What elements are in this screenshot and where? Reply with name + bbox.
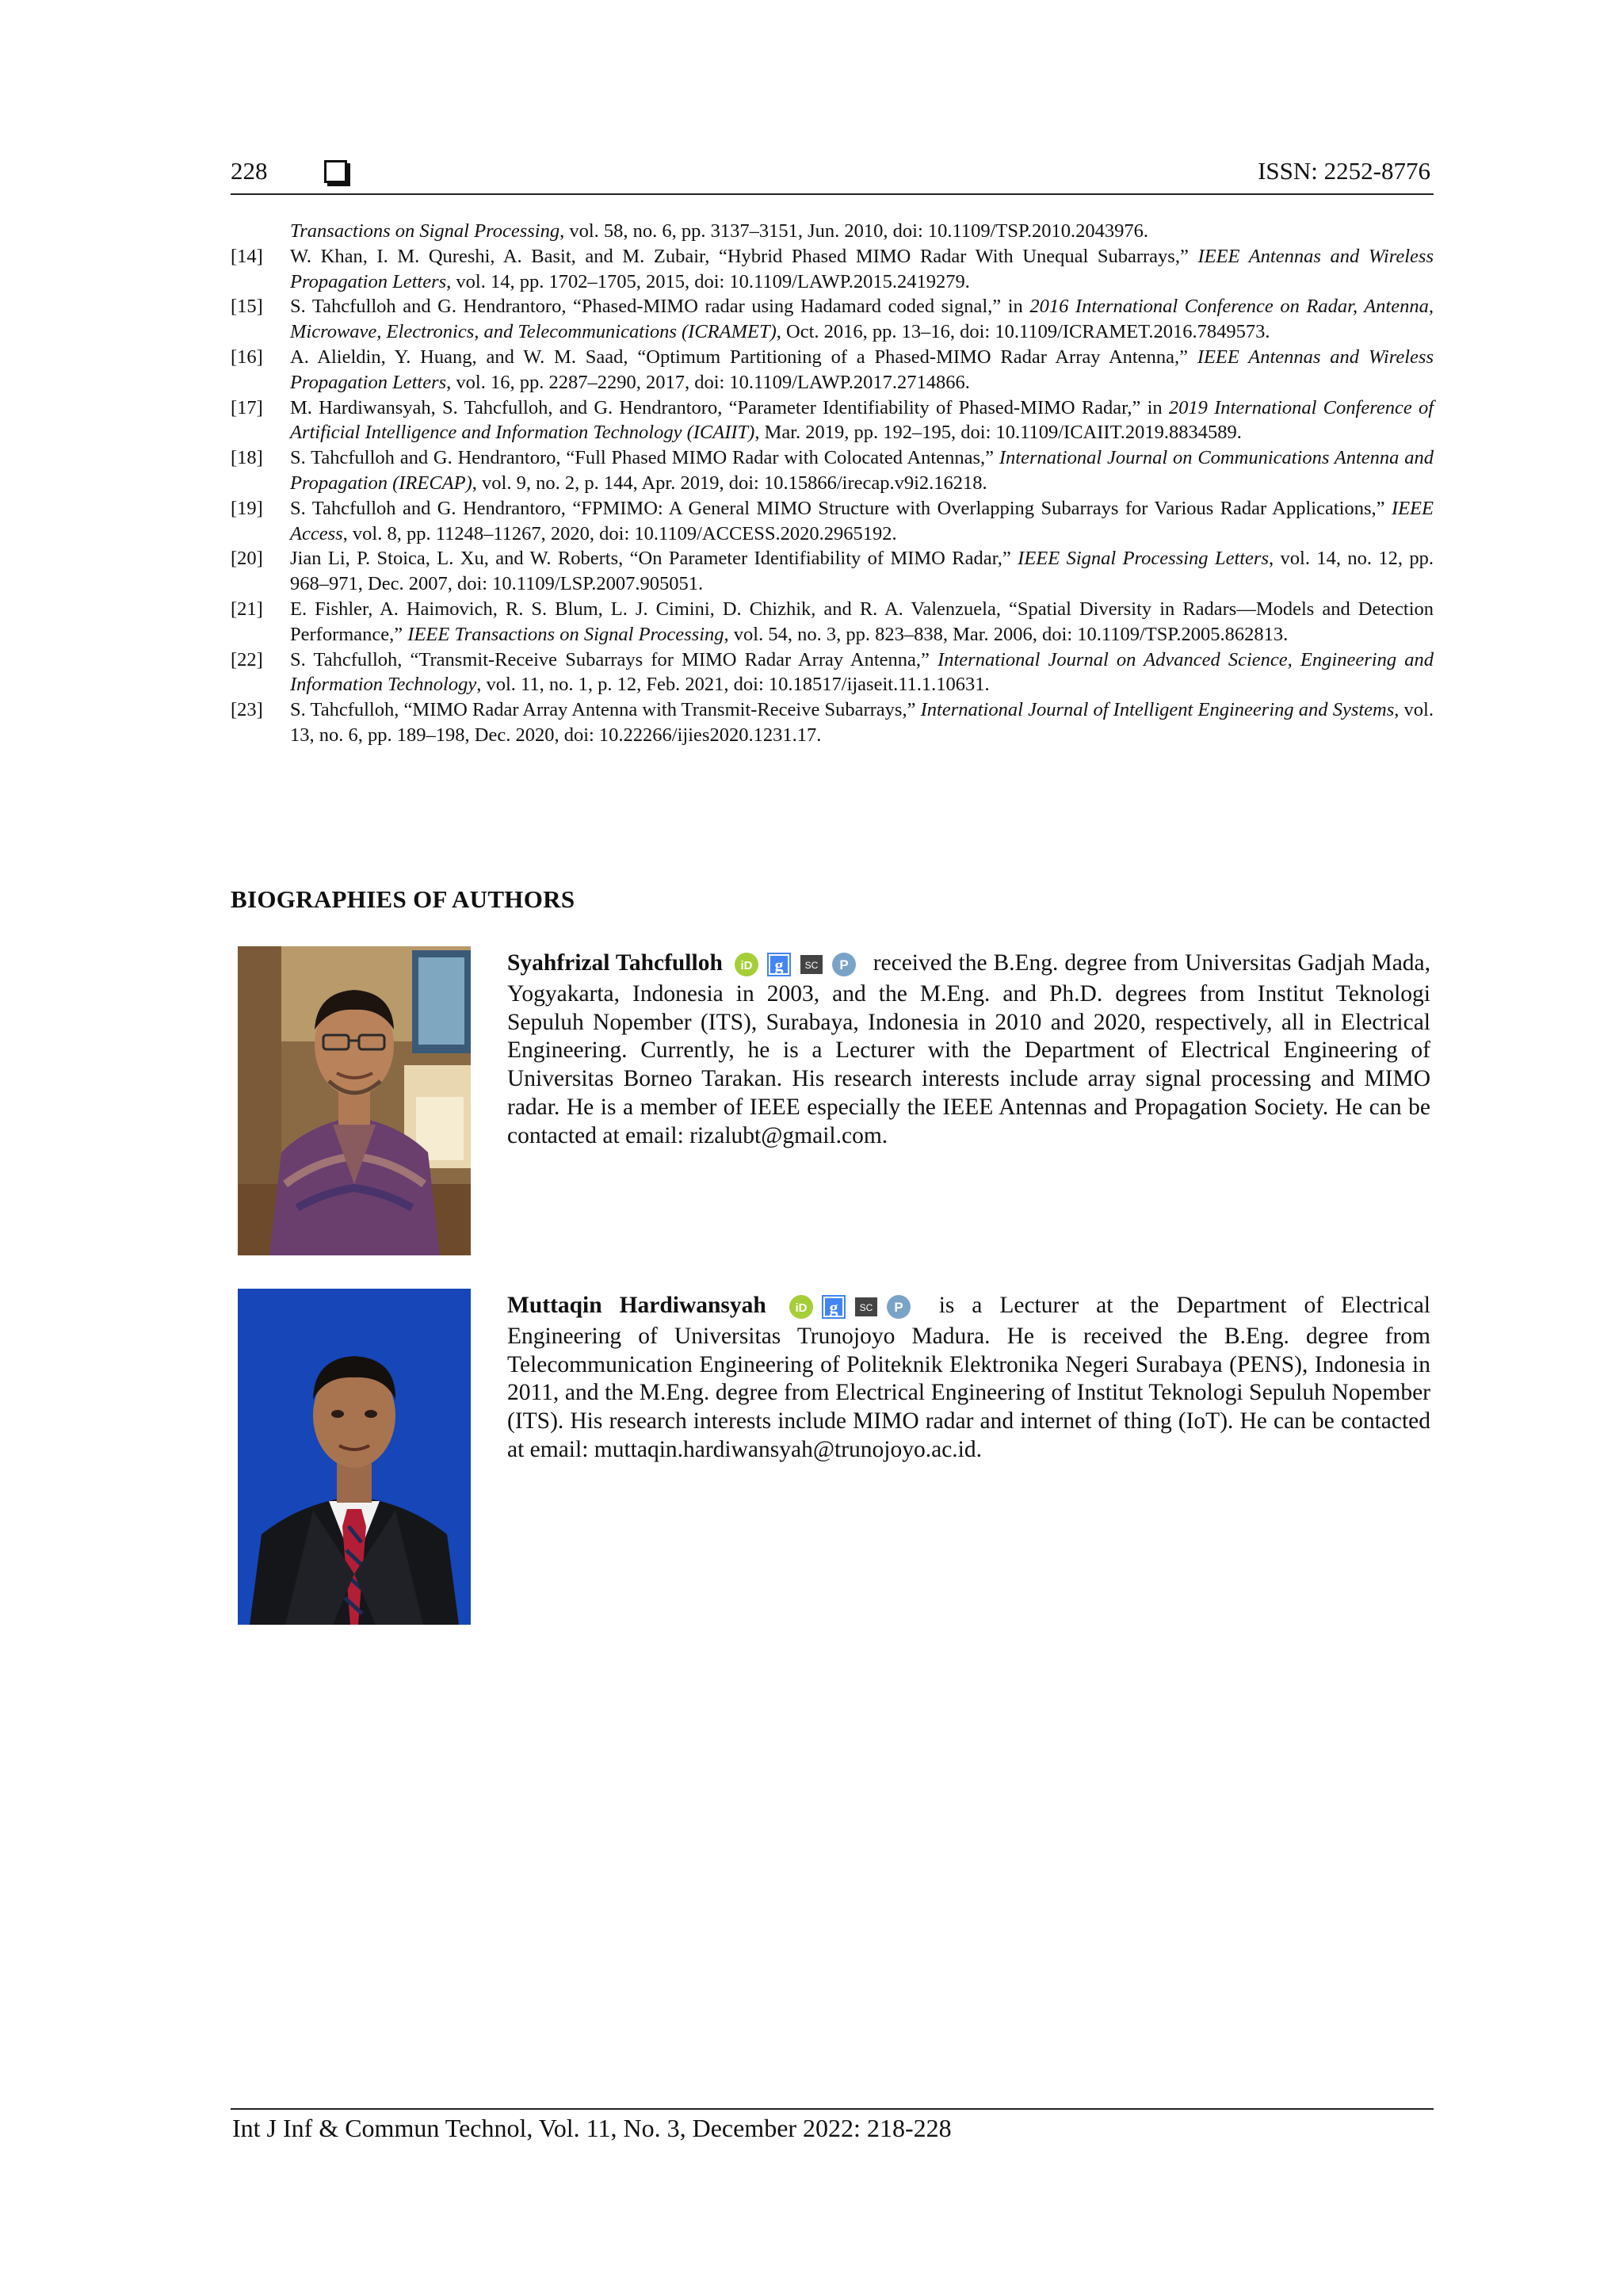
reference-item — [231, 445, 1434, 496]
reference-segment: , Mar. 2019, pp. 192–195, doi: 10.1109/ICAIIT.2019.8834589. — [754, 422, 1242, 444]
reference-venue: International Journal on Advanced Science, Engineering and Information Technology — [290, 648, 1434, 696]
reference-text — [290, 397, 1434, 444]
svg-text:iD: iD — [740, 959, 753, 972]
reference-number: [20] — [231, 548, 263, 570]
reference-venue: International Journal of Intelligent Engineering and Systems — [920, 699, 1395, 721]
reference-segment: , vol. 13, no. 6, pp. 189–198, Dec. 2020, doi: 10.22266/ijies2020.1231.17. — [290, 699, 1434, 746]
reference-venue: 2019 International Conference of Artificial Intelligence and Information Technology (ICAIIT) — [290, 396, 1434, 444]
orcid-icon[interactable] — [789, 1294, 814, 1320]
reference-item — [231, 648, 1434, 698]
reference-item — [231, 395, 1434, 446]
svg-text:SC: SC — [859, 1302, 873, 1313]
author-photo-syahfrizal-tahcfulloh — [238, 946, 471, 1255]
reference-item — [231, 294, 1434, 345]
page-number: 228 — [231, 157, 268, 185]
author-id-icons — [789, 1294, 918, 1323]
reference-number: [15] — [231, 296, 263, 318]
reference-segment: , vol. 14, pp. 1702–1705, 2015, doi: 10.1109/LAWP.2015.2419279. — [446, 270, 970, 292]
reference-text — [290, 598, 1434, 645]
reference-text — [290, 296, 1434, 342]
reference-item — [231, 244, 1434, 295]
author-bio-1 — [507, 949, 1430, 1151]
reference-number: [17] — [231, 396, 263, 418]
reference-segment: S. Tahcfulloh and G. Hendrantoro, “Phased-MIMO radar using Hadamard coded signal,” in — [290, 296, 1030, 318]
reference-venue: IEEE Antennas and Wireless Propagation Letters — [290, 346, 1434, 393]
reference-number: [14] — [231, 245, 263, 267]
reference-list — [231, 219, 1434, 748]
reference-venue: Transactions on Signal Processing — [290, 220, 560, 242]
footer-citation: Int J Inf & Commun Technol, Vol. 11, No. 3, December 2022: 218-228 — [232, 2114, 952, 2142]
google-scholar-icon[interactable] — [821, 1294, 846, 1320]
reference-number: [22] — [231, 648, 263, 670]
reference-text — [290, 699, 1434, 746]
reference-venue: International Journal on Communications Antenna and Propagation (IRECAP) — [290, 447, 1434, 494]
reference-segment: S. Tahcfulloh and G. Hendrantoro, “Full Phased MIMO Radar with Colocated Antennas,” — [290, 447, 999, 469]
footer-rule — [231, 2108, 1434, 2110]
reference-text — [290, 548, 1434, 594]
author-bio-text: is a Lecturer at the Department of Electrical Engineering of Universitas Trunojoyo Madura. He is received the B.Eng. degree from Telecommunication Engineering of Politeknik Elektronika Negeri Surabaya (PENS), Indonesia in 2011, and the M.Eng. degree from Electrical Engineering of Institut Teknologi Sepuluh Nopember (ITS). His research interests include MIMO radar and internet of thing (IoT). He can be contacted at email: muttaqin.hardiwansyah@trunojoyo.ac.id. — [507, 1293, 1431, 1462]
reference-item — [231, 345, 1434, 395]
reference-text — [290, 346, 1434, 393]
reference-segment: Jian Li, P. Stoica, L. Xu, and W. Roberts, “On Parameter Identifiability of MIMO Radar,” — [290, 548, 1018, 570]
reference-segment: , vol. 58, no. 6, pp. 3137–3151, Jun. 2010, doi: 10.1109/TSP.2010.2043976. — [559, 220, 1149, 242]
reference-item — [231, 219, 1434, 244]
scopus-icon[interactable] — [799, 952, 824, 977]
reference-number: [19] — [231, 497, 263, 519]
reference-text — [290, 220, 1148, 242]
reference-segment: S. Tahcfulloh, “MIMO Radar Array Antenna with Transmit-Receive Subarrays,” — [290, 699, 921, 721]
reference-venue: IEEE Transactions on Signal Processing — [407, 623, 724, 645]
publons-icon[interactable] — [886, 1294, 911, 1320]
reference-segment: S. Tahcfulloh and G. Hendrantoro, “FPMIMO: A General MIMO Structure with Overlapping Subarrays for Various Radar Applications,” — [290, 497, 1392, 519]
svg-text:SC: SC — [804, 960, 819, 971]
reference-segment: S. Tahcfulloh, “Transmit-Receive Subarrays for MIMO Radar Array Antenna,” — [290, 648, 938, 670]
reference-segment: A. Alieldin, Y. Huang, and W. M. Saad, “Optimum Partitioning of a Phased-MIMO Radar Array Antenna,” — [290, 346, 1197, 368]
reference-venue: IEEE Access — [290, 497, 1434, 544]
author-name: Syahfrizal Tahcfulloh — [507, 950, 723, 976]
reference-segment: W. Khan, I. M. Qureshi, A. Basit, and M. Zubair, “Hybrid Phased MIMO Radar With Unequal Subarrays,” — [290, 245, 1198, 267]
section-heading-biographies: BIOGRAPHIES OF AUTHORS — [231, 885, 575, 913]
reference-number: [16] — [231, 346, 263, 368]
svg-text:iD: iD — [795, 1301, 808, 1315]
reference-segment: E. Fishler, A. Haimovich, R. S. Blum, L. J. Cimini, D. Chizhik, and R. A. Valenzuela, “Spatial Diversity in Radars—Models and Detection Performance,” — [290, 598, 1434, 645]
author-bio-2 — [507, 1292, 1430, 1465]
author-bio-text: received the B.Eng. degree from Universitas Gadjah Mada, Yogyakarta, Indonesia in 2003, and the M.Eng. and Ph.D. degrees from Institut Teknologi Sepuluh Nopember (ITS), Surabaya, Indonesia in 2010 and 2020, respectively, all in Electrical Engineering. Currently, he is a Lecturer with the Department of Electrical Engineering of Universitas Borneo Tarakan. His research interests include array signal processing and MIMO radar. He is a member of IEEE especially the IEEE Antennas and Propagation Society. He can be contacted at email: rizalubt@gmail.com. — [507, 950, 1431, 1148]
reference-item — [231, 597, 1434, 648]
author-id-icons — [734, 952, 864, 980]
reference-number: [21] — [231, 598, 263, 620]
issn-label: ISSN: 2252-8776 — [1258, 157, 1430, 185]
reference-segment: , vol. 11, no. 1, p. 12, Feb. 2021, doi: 10.18517/ijaseit.11.1.10631. — [476, 674, 990, 696]
reference-text — [290, 649, 1434, 696]
orcid-icon[interactable] — [734, 952, 759, 977]
author-name: Muttaqin Hardiwansyah — [507, 1293, 766, 1318]
reference-venue: IEEE Signal Processing Letters — [1018, 548, 1270, 570]
reference-item — [231, 496, 1434, 547]
ballot-square-icon — [324, 160, 347, 183]
reference-venue: 2016 International Conference on Radar, Antenna, Microwave, Electronics, and Telecommunications (ICRAMET) — [290, 296, 1434, 343]
reference-segment: M. Hardiwansyah, S. Tahcfulloh, and G. Hendrantoro, “Parameter Identifiability of Phased-MIMO Radar,” in — [290, 396, 1169, 418]
reference-item — [231, 546, 1434, 597]
reference-text — [290, 498, 1434, 544]
publons-icon[interactable] — [831, 952, 857, 977]
reference-number: [18] — [231, 447, 263, 469]
reference-text — [290, 246, 1434, 292]
reference-text — [290, 447, 1434, 494]
reference-segment: , vol. 16, pp. 2287–2290, 2017, doi: 10.1109/LAWP.2017.2714866. — [446, 371, 970, 393]
svg-text:g: g — [774, 955, 784, 975]
reference-segment: , vol. 8, pp. 11248–11267, 2020, doi: 10.1109/ACCESS.2020.2965192. — [342, 522, 897, 544]
reference-venue: IEEE Antennas and Wireless Propagation Letters — [290, 245, 1434, 292]
page-header — [231, 155, 1434, 195]
google-scholar-icon[interactable] — [766, 952, 792, 977]
reference-segment: , vol. 54, no. 3, pp. 823–838, Mar. 2006, doi: 10.1109/TSP.2005.862813. — [724, 623, 1289, 645]
svg-text:g: g — [829, 1297, 838, 1317]
svg-text:P: P — [839, 957, 849, 972]
author-photo-muttaqin-hardiwansyah — [238, 1289, 471, 1625]
reference-item — [231, 697, 1434, 748]
svg-text:P: P — [894, 1300, 903, 1315]
scopus-icon[interactable] — [854, 1294, 879, 1320]
reference-segment: , vol. 14, no. 12, pp. 968–971, Dec. 2007, doi: 10.1109/LSP.2007.905051. — [290, 548, 1434, 595]
reference-segment: , Oct. 2016, pp. 13–16, doi: 10.1109/ICRAMET.2016.7849573. — [776, 321, 1270, 343]
reference-number: [23] — [231, 699, 263, 721]
reference-segment: , vol. 9, no. 2, p. 144, Apr. 2019, doi: 10.15866/irecap.v9i2.16218. — [472, 472, 987, 494]
